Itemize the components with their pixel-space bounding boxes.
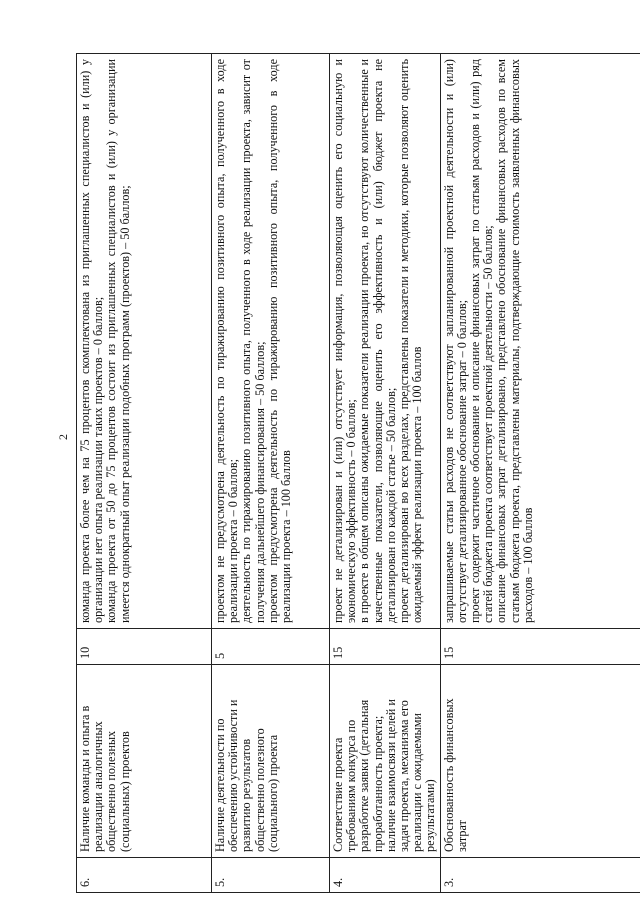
description-line: команда проекта более чем на 75 процентов скомплектована из приглашенных специалистов и (или) у организации нет опыта реализации таких проектов – 0 баллов; — [78, 59, 106, 623]
description-line: запрашиваемые статьи расходов не соответствуют запланированной проектной деятельности и (или) отсутствует детализированное обоснование затрат – 0 баллов; — [441, 59, 469, 623]
criterion-name: Соответствие проекта требованиям конкурса по разработке заявки (детальная проработанность проекта; наличие взаимосвязи целей и задач проекта, механизма его реализации с ожидаемыми результатами) — [330, 665, 441, 858]
row-number: 6. — [77, 858, 212, 893]
table-row — [77, 54, 212, 893]
criterion-description — [330, 54, 441, 629]
criterion-description — [77, 54, 212, 629]
description-line: команда проекта от 50 до 75 процентов состоит из приглашенных специалистов и (или) у организации имеется однократный опыт реализации подобных программ (проектов) – 50 баллов; — [104, 59, 132, 623]
criterion-name: Обоснованность финансовых затрат — [440, 665, 640, 858]
description-line: в проекте в общем описаны ожидаемые показатели реализации проекта, но отсутствуют количественные и качественные показатели, позволяющие оценить его эффективность и (или) бюджет проекта не детализирован по каждой статье – 50 баллов; — [357, 59, 398, 623]
table-row — [212, 54, 330, 893]
description-line: описание финансовых затрат детализировано, представлено обоснование финансовых расходов по всем статьям бюджета проекта, представлены материалы, подтверждающие стоимость заявленных финансовых расходов – 100 баллов — [494, 59, 535, 623]
description-line: проект детализирован во всех разделах, представлены показатели и методики, которые позволяют оценить ожидаемый эффект реализации проекта – 100 баллов — [397, 59, 425, 623]
description-line: проект не детализирован и (или) отсутствует информация, позволяющая оценить его социальную и экономическую эффективность – 0 баллов; — [331, 59, 359, 623]
description-line: деятельность по тиражированию позитивного опыта, полученного в ходе реализации проекта, зависит от получения дальнейшего финансирования – 50 баллов; — [239, 59, 267, 623]
row-number: 5. — [212, 858, 330, 893]
criterion-name: Наличие деятельности по обеспечению устойчивости и развитию результатов общественно полезного (социального) проекта — [212, 665, 330, 858]
description-line: проект содержит частичное обоснование и описание финансовых затрат по статьям расходов и (или) ряд статей бюджета проекта соответствует проектной деятельности – 50 баллов; — [468, 59, 496, 623]
row-number: 3. — [440, 858, 640, 893]
row-number: 4. — [330, 858, 441, 893]
criterion-name: Наличие команды и опыта в реализации аналогичных общественно полезных (социальных) проектов — [77, 665, 212, 858]
page-number: 2 — [56, 434, 70, 440]
max-score: 5 — [212, 629, 330, 665]
max-score: 15 — [330, 629, 441, 665]
description-line: проектом предусмотрена деятельность по тиражированию позитивного опыта, полученного в ходе реализации проекта – 100 баллов — [265, 59, 294, 623]
criteria-table — [76, 53, 640, 893]
table-row — [330, 54, 441, 893]
max-score: 15 — [440, 629, 640, 665]
criterion-description — [440, 54, 640, 629]
max-score: 10 — [77, 629, 212, 665]
rotated-table-container — [76, 53, 636, 893]
table-row — [440, 54, 640, 893]
description-line: проектом не предусмотрена деятельность по тиражированию позитивного опыта, полученного в ходе реализации проекта – 0 баллов; — [213, 59, 241, 623]
criterion-description — [212, 54, 330, 629]
